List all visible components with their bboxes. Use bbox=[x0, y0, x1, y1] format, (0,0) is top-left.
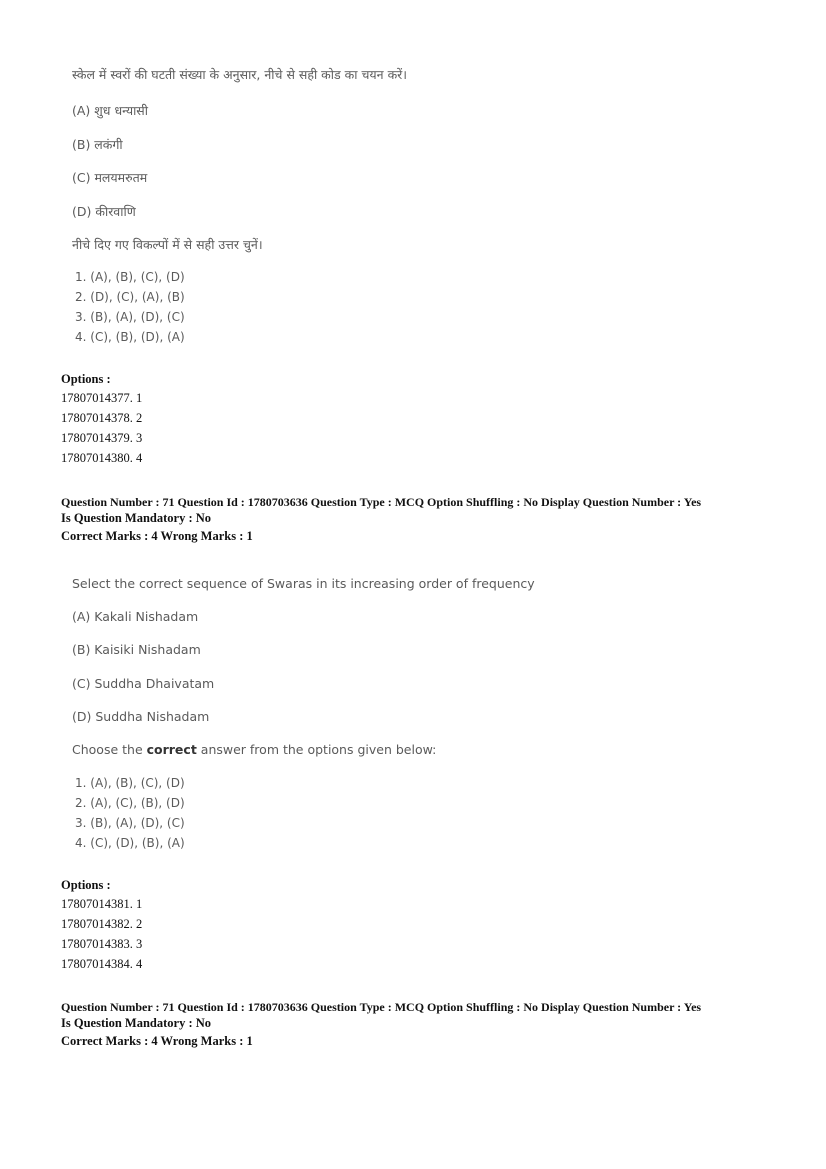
question-meta-2 bbox=[61, 999, 781, 1049]
meta-mandatory-line: Is Question Mandatory : No bbox=[61, 511, 212, 525]
meta-question-line: Question Number : 71 Question Id : 1780703636 Question Type : MCQ Option Shuffling : No Display Question Number : Yes bbox=[61, 1000, 702, 1014]
question-instruction: नीचे दिए गए विकल्पों में से सही उत्तर चुनें। bbox=[72, 237, 263, 252]
question-image-1 bbox=[72, 66, 472, 356]
instruction-post: answer from the options given below: bbox=[196, 742, 437, 757]
option-entry: 17807014378. 2 bbox=[61, 411, 143, 425]
option-entry: 17807014384. 4 bbox=[61, 957, 143, 971]
question-item-c: (C) मलयमरुतम bbox=[72, 170, 148, 185]
question-item-c: (C) Suddha Dhaivatam bbox=[72, 676, 215, 691]
answer-choice-3: 3. (B), (A), (D), (C) bbox=[75, 816, 185, 830]
question-item-b: (B) लकंगी bbox=[72, 137, 123, 152]
meta-mandatory-line: Is Question Mandatory : No bbox=[61, 1016, 212, 1030]
answer-choice-4: 4. (C), (B), (D), (A) bbox=[75, 330, 185, 344]
question-item-a: (A) शुध धन्यासी bbox=[72, 103, 148, 118]
question-item-a: (A) Kakali Nishadam bbox=[72, 609, 199, 624]
option-entry: 17807014383. 3 bbox=[61, 937, 143, 951]
question-prompt: स्केल में स्वरों की घटती संख्या के अनुसार, नीचे से सही कोड का चयन करें। bbox=[72, 67, 408, 82]
option-entry: 17807014380. 4 bbox=[61, 451, 143, 465]
meta-marks-line: Correct Marks : 4 Wrong Marks : 1 bbox=[61, 1034, 253, 1048]
answer-choice-2: 2. (D), (C), (A), (B) bbox=[75, 290, 185, 304]
answer-choice-1: 1. (A), (B), (C), (D) bbox=[75, 776, 185, 790]
answer-choice-4: 4. (C), (D), (B), (A) bbox=[75, 836, 185, 850]
options-label: Options : bbox=[61, 372, 111, 386]
question-instruction bbox=[72, 742, 436, 757]
options-label: Options : bbox=[61, 878, 111, 892]
question-item-d: (D) कीरवाणि bbox=[72, 204, 136, 219]
option-entry: 17807014379. 3 bbox=[61, 431, 143, 445]
instruction-pre: Choose the bbox=[72, 742, 147, 757]
option-entry: 17807014381. 1 bbox=[61, 897, 143, 911]
answer-choice-1: 1. (A), (B), (C), (D) bbox=[75, 270, 185, 284]
question-image-2 bbox=[72, 576, 535, 856]
question-item-b: (B) Kaisiki Nishadam bbox=[72, 642, 201, 657]
answer-choice-2: 2. (A), (C), (B), (D) bbox=[75, 796, 185, 810]
question-item-d: (D) Suddha Nishadam bbox=[72, 709, 210, 724]
question-meta-1 bbox=[61, 494, 781, 544]
meta-marks-line: Correct Marks : 4 Wrong Marks : 1 bbox=[61, 529, 253, 543]
answer-choice-3: 3. (B), (A), (D), (C) bbox=[75, 310, 185, 324]
option-entry: 17807014382. 2 bbox=[61, 917, 143, 931]
question-prompt: Select the correct sequence of Swaras in its increasing order of frequency bbox=[72, 576, 535, 591]
instruction-bold: correct bbox=[146, 742, 197, 757]
option-entry: 17807014377. 1 bbox=[61, 391, 143, 405]
meta-question-line: Question Number : 71 Question Id : 1780703636 Question Type : MCQ Option Shuffling : No Display Question Number : Yes bbox=[61, 495, 702, 509]
